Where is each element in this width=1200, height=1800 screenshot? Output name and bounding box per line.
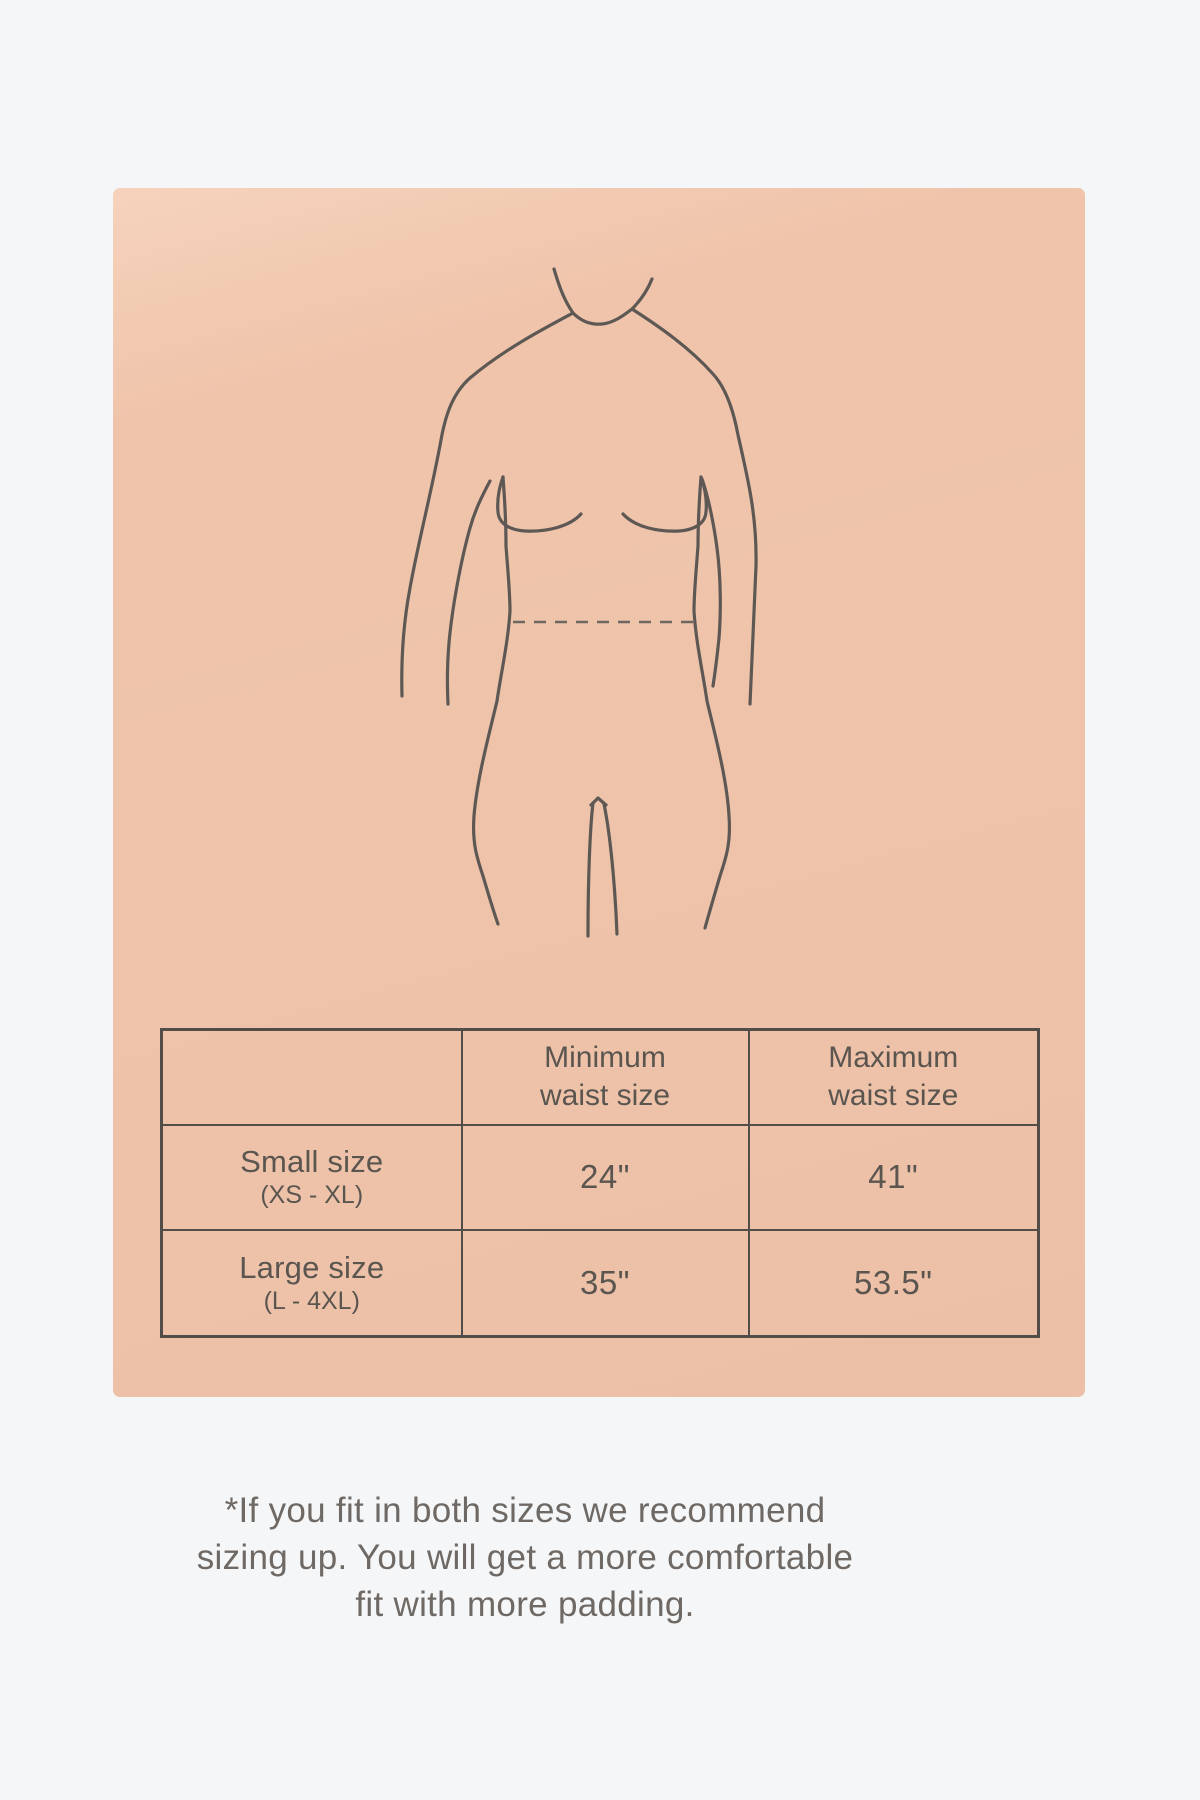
min-waist-column-header bbox=[462, 1030, 749, 1125]
small-max-waist-value: 41" bbox=[749, 1125, 1039, 1230]
corner-cell bbox=[162, 1030, 462, 1125]
right-inner-thigh-line bbox=[604, 804, 617, 934]
left-breast-curve bbox=[498, 477, 581, 531]
max-waist-column-header bbox=[749, 1030, 1039, 1125]
right-neck-shoulder-arm-line bbox=[632, 279, 756, 704]
table-row-small-size bbox=[162, 1125, 1039, 1230]
large-min-waist-value: 35" bbox=[462, 1230, 749, 1337]
left-torso-hip-leg-line bbox=[474, 477, 510, 924]
size-label: Small size bbox=[240, 1144, 384, 1179]
small-min-waist-value: 24" bbox=[462, 1125, 749, 1230]
footnote-line-2: sizing up. You will get a more comfortable bbox=[196, 1538, 854, 1577]
table-row-large-size bbox=[162, 1230, 1039, 1337]
min-waist-column-header-text: Minimum waist size bbox=[539, 1041, 671, 1113]
size-guide-card bbox=[113, 188, 1085, 1397]
right-breast-curve bbox=[623, 477, 706, 531]
size-label: Large size bbox=[239, 1249, 385, 1285]
footnote-line-3: fit with more padding. bbox=[355, 1585, 695, 1624]
large-max-waist-value: 53.5" bbox=[749, 1230, 1039, 1337]
large-size-label-cell bbox=[162, 1230, 462, 1337]
size-table bbox=[160, 1028, 1040, 1338]
left-neck-shoulder-arm-line bbox=[402, 269, 573, 696]
sizing-footnote bbox=[65, 1487, 985, 1628]
max-waist-column-header-text: Maximum waist size bbox=[828, 1041, 959, 1113]
neck-base-curve bbox=[573, 309, 632, 324]
size-table-header-row bbox=[162, 1030, 1039, 1125]
size-range: (L - 4XL) bbox=[263, 1286, 360, 1315]
left-inner-thigh-line bbox=[588, 803, 593, 936]
torso-outline bbox=[402, 269, 756, 936]
right-torso-hip-leg-line bbox=[694, 477, 729, 928]
footnote-line-1: *If you fit in both sizes we recommend bbox=[224, 1491, 826, 1530]
size-range: (XS - XL) bbox=[260, 1181, 364, 1209]
small-size-label-cell bbox=[162, 1125, 462, 1230]
left-inner-arm-line bbox=[447, 481, 490, 704]
